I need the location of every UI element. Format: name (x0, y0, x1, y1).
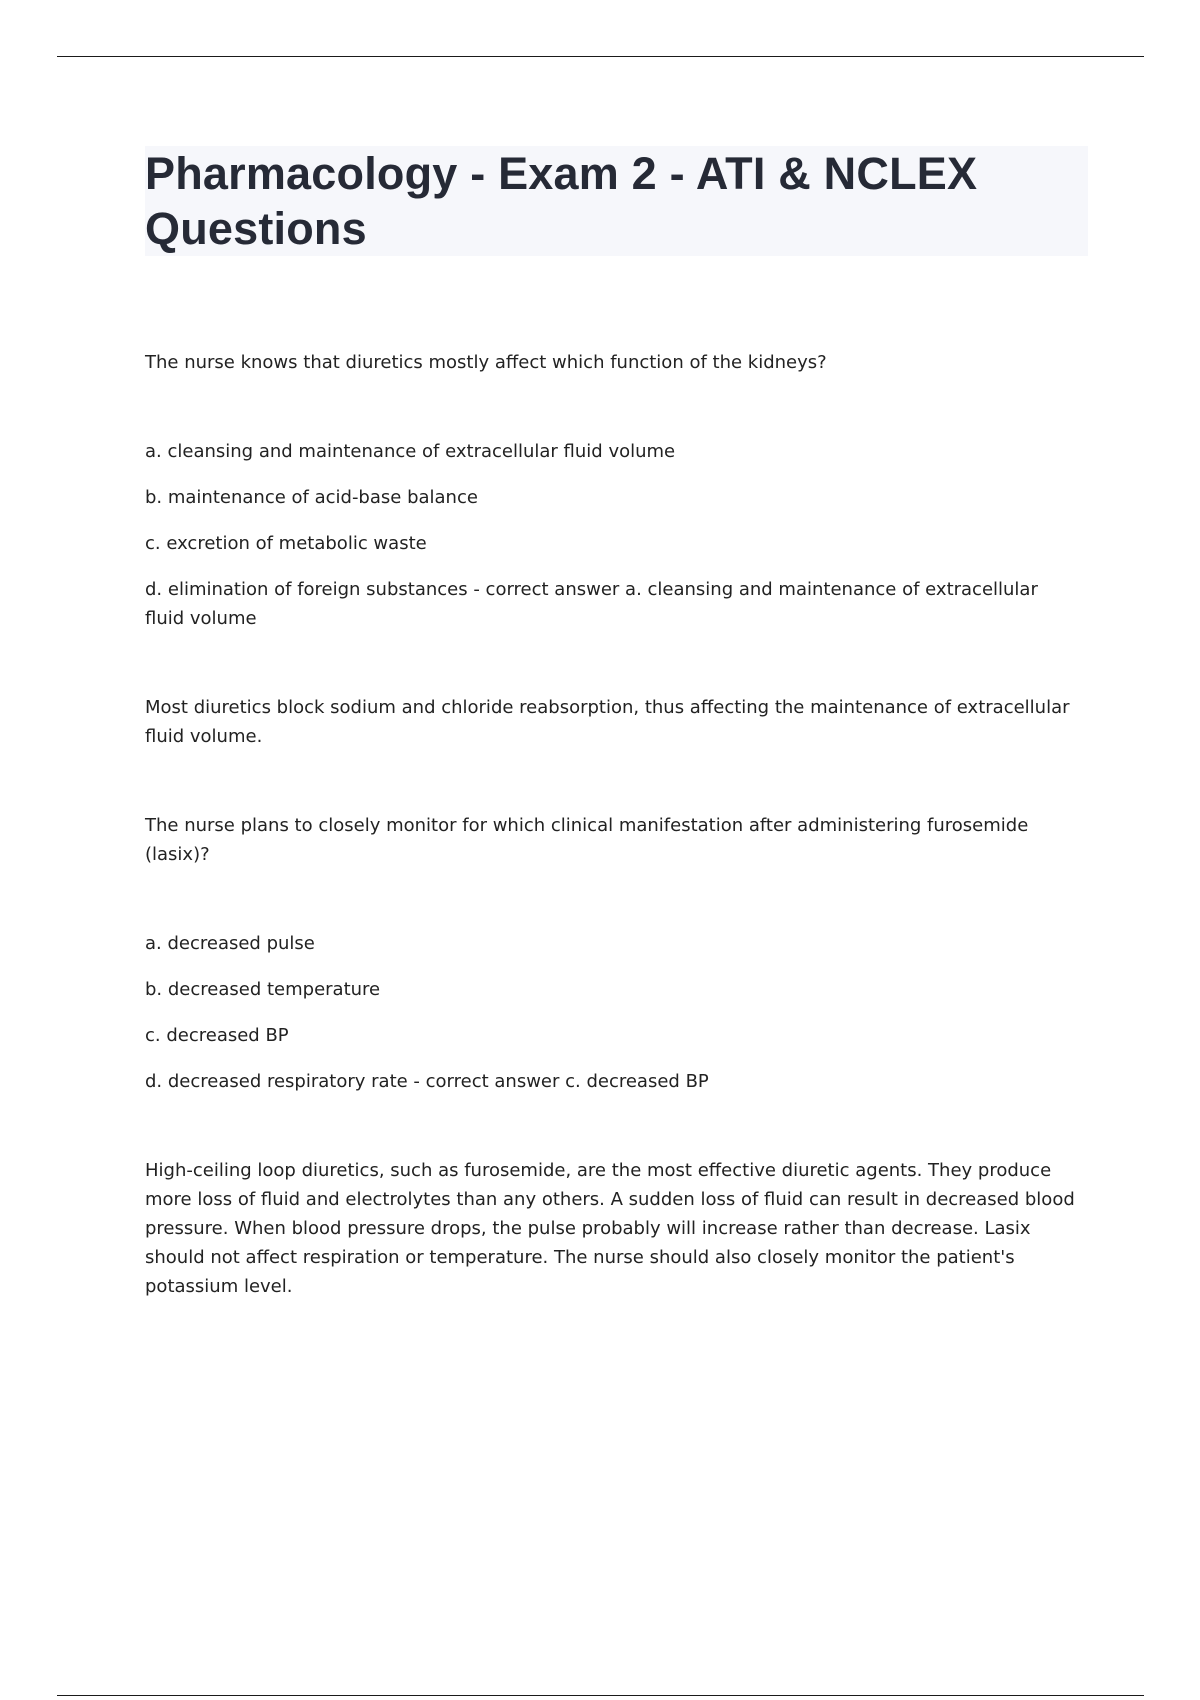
question-text: The nurse knows that diuretics mostly affect which function of the kidneys? (145, 352, 827, 373)
answer-explanation: High-ceiling loop diuretics, such as furosemide, are the most effective diuretic agents. They produce more loss of fluid and electrolytes than any others. A sudden loss of fluid can result in decreased blood pressure. When blood pressure drops, the pulse probably will increase rather than decrease. Lasix should not affect respiration or temperature. The nurse should also closely monitor the patient's potassium level. (145, 1160, 1075, 1297)
answer-explanation: Most diuretics block sodium and chloride reabsorption, thus affecting the maintenance of extracellular fluid volume. (145, 697, 1070, 747)
document-title: Pharmacology - Exam 2 - ATI & NCLEX Questions (145, 148, 978, 254)
answer-option-c: c. decreased BP (145, 1025, 289, 1046)
top-divider (57, 56, 1144, 57)
answer-option-b: b. maintenance of acid-base balance (145, 487, 478, 508)
answer-option-d: d. decreased respiratory rate - correct answer c. decreased BP (145, 1071, 709, 1092)
answer-option-d: d. elimination of foreign substances - correct answer a. cleansing and maintenance of extracellular fluid volume (145, 579, 1038, 629)
document-content (145, 348, 1075, 1361)
question-block-1 (145, 348, 1075, 751)
bottom-divider (57, 1695, 1144, 1696)
answer-option-b: b. decreased temperature (145, 979, 381, 1000)
question-text: The nurse plans to closely monitor for which clinical manifestation after administering furosemide (lasix)? (145, 815, 1029, 865)
answer-option-a: a. decreased pulse (145, 933, 315, 954)
answer-option-c: c. excretion of metabolic waste (145, 533, 427, 554)
question-block-2 (145, 811, 1075, 1301)
answer-option-a: a. cleansing and maintenance of extracellular fluid volume (145, 441, 676, 462)
